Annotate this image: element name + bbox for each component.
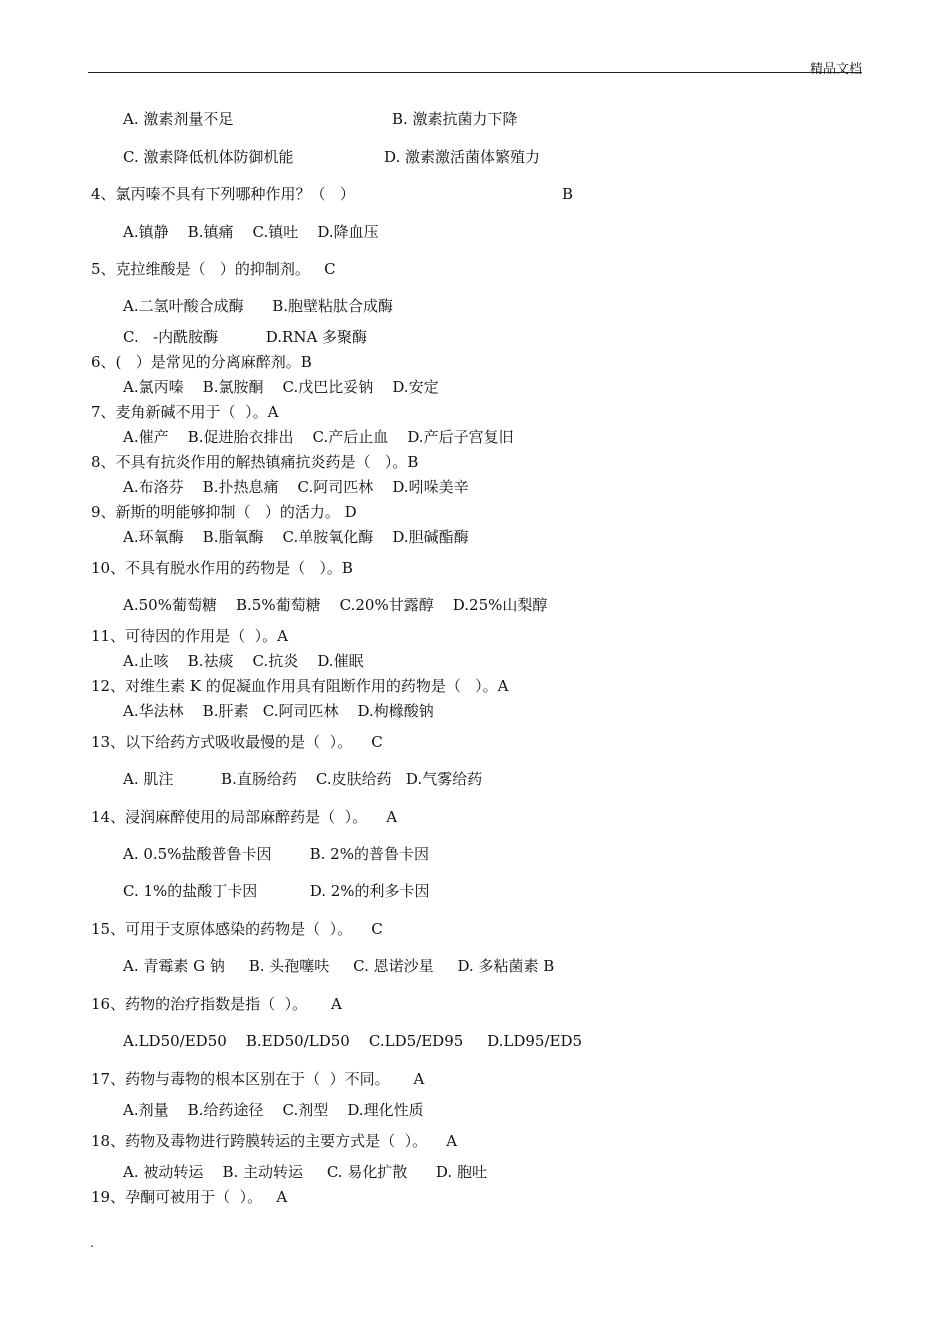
question-line: 19、孕酮可被用于（ ）。 A [91,1188,288,1206]
question-line: 11、可待因的作用是（ ）。A [91,627,288,645]
option-line: A.镇静 B.镇痛 C.镇吐 D.降血压 [123,223,379,241]
question-line: 10、不具有脱水作用的药物是（ ）。B [91,559,353,577]
option-line: A.二氢叶酸合成酶 B.胞壁粘肽合成酶 [123,297,394,315]
question-line: 18、药物及毒物进行跨膜转运的主要方式是（ ）。 A [91,1132,458,1150]
option-line: A.氯丙嗪 B.氯胺酮 C.戊巴比妥钠 D.安定 [123,378,439,396]
question-line: 13、以下给药方式吸收最慢的是（ ）。 C [91,733,383,751]
option-line: A.剂量 B.给药途径 C.剂型 D.理化性质 [123,1101,424,1119]
option-line: A. 青霉素 G 钠 B. 头孢噻呋 C. 恩诺沙星 D. 多粘菌素 B [123,957,555,975]
question-line: 17、药物与毒物的根本区别在于（ ）不同。 A [91,1070,425,1088]
header-rule [88,72,862,73]
question-line: 6、( ）是常见的分离麻醉剂。B [91,353,312,371]
question-line: 5、克拉维酸是（ ）的抑制剂。 C [91,260,336,278]
option-line: B. 激素抗菌力下降 [392,110,518,128]
option-line: C. 1%的盐酸丁卡因 D. 2%的利多卡因 [123,882,430,900]
question-line: 16、药物的治疗指数是指（ ）。 A [91,995,342,1013]
option-line: A. 0.5%盐酸普鲁卡因 B. 2%的普鲁卡因 [123,845,429,863]
answer-label: B [562,185,574,203]
option-line: D. 激素激活菌体繁殖力 [384,148,541,166]
option-line: C. -内酰胺酶 D.RNA 多聚酶 [123,328,368,346]
option-line: A.环氧酶 B.脂氧酶 C.单胺氧化酶 D.胆碱酯酶 [123,528,469,546]
option-line: A.50%葡萄糖 B.5%葡萄糖 C.20%甘露醇 D.25%山梨醇 [123,596,548,614]
option-line: A. 被动转运 B. 主动转运 C. 易化扩散 D. 胞吐 [123,1163,487,1181]
option-line: A.布洛芬 B.扑热息痛 C.阿司匹林 D.吲哚美辛 [123,478,469,496]
option-line: A. 激素剂量不足 [123,110,234,128]
option-line: A. 肌注 B.直肠给药 C.皮肤给药 D.气雾给药 [123,770,483,788]
question-line: 14、浸润麻醉使用的局部麻醉药是（ ）。 A [91,808,398,826]
question-line: 12、对维生素 K 的促凝血作用具有阻断作用的药物是（ ）。A [91,677,509,695]
header-text: 精品文档 [809,62,862,77]
footer-dot: . [90,1236,94,1250]
option-line: A.华法林 B.肝素 C.阿司匹林 D.枸橼酸钠 [123,702,434,720]
question-line: 15、可用于支原体感染的药物是（ ）。 C [91,920,383,938]
option-line: A.催产 B.促进胎衣排出 C.产后止血 D.产后子宫复旧 [123,428,514,446]
question-line: 8、不具有抗炎作用的解热镇痛抗炎药是（ ）。B [91,453,419,471]
question-line: 4、氯丙嗪不具有下列哪种作用？（ ） [91,185,355,203]
question-line: 7、麦角新碱不用于（ ）。A [91,403,279,421]
option-line: A.止咳 B.祛痰 C.抗炎 D.催眠 [123,652,364,670]
question-line: 9、新斯的明能够抑制（ ）的活力。 D [91,503,357,521]
option-line: A.LD50/ED50 B.ED50/LD50 C.LD5/ED95 D.LD95/ED5 [123,1032,583,1050]
option-line: C. 激素降低机体防御机能 [123,148,294,166]
